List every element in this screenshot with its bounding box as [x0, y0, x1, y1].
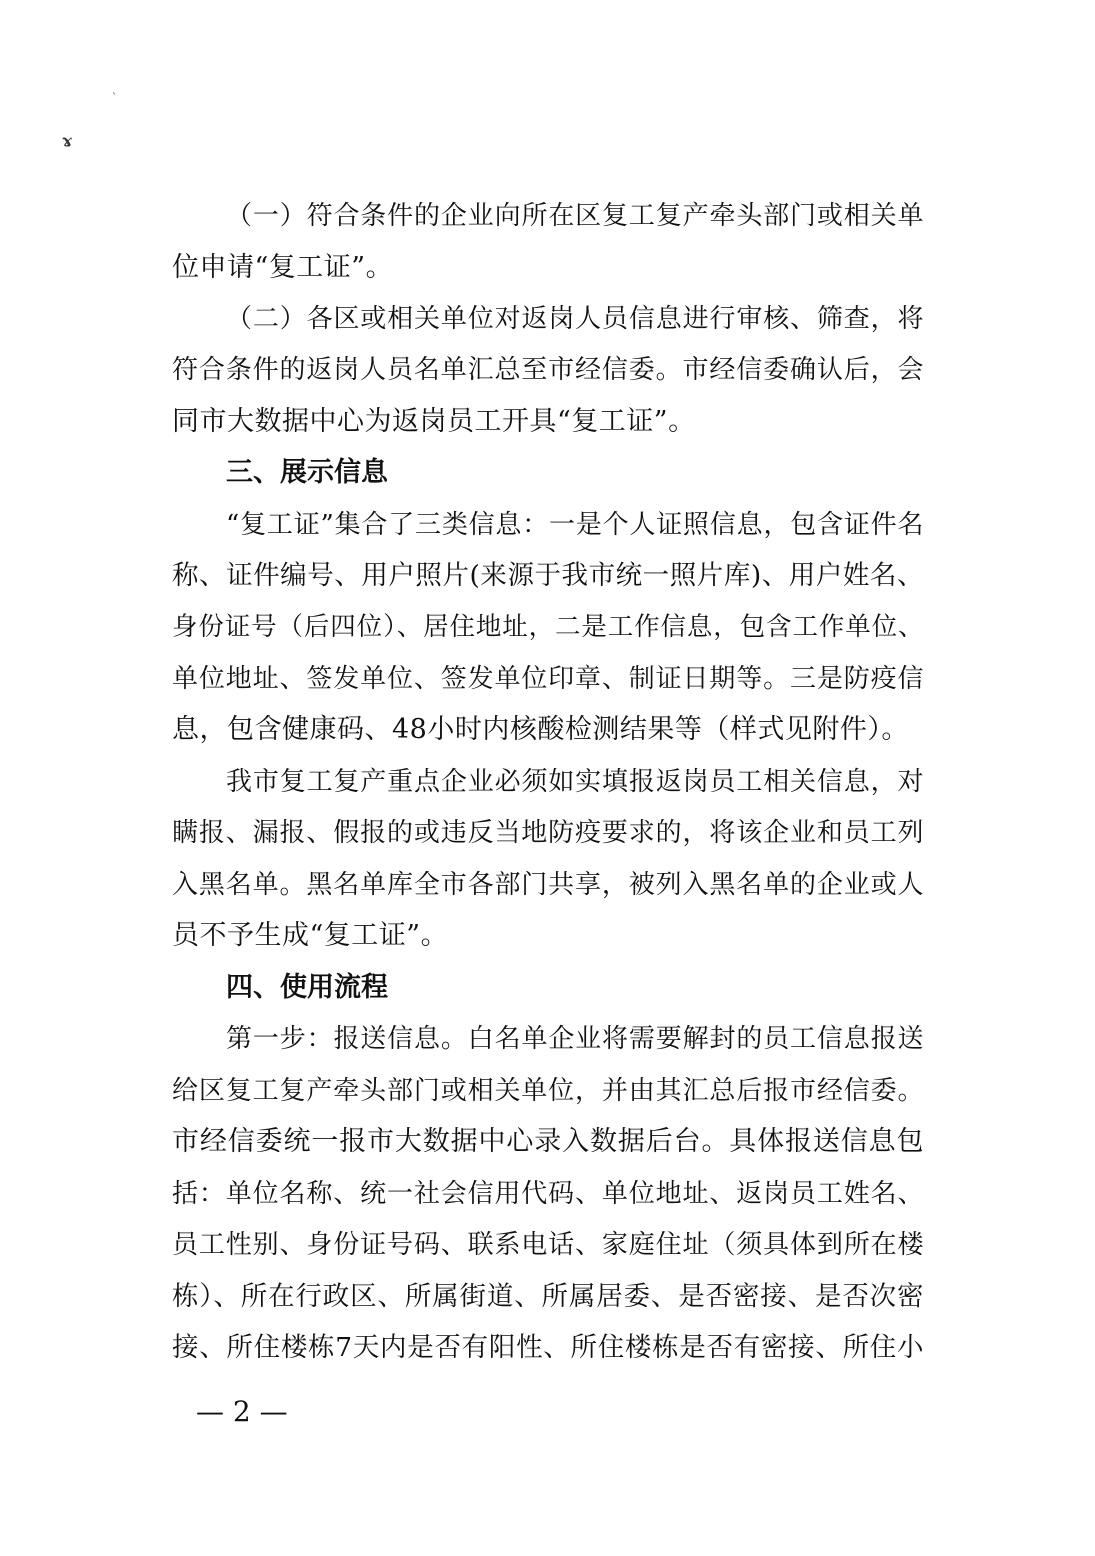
- paragraph-line: 我市复工复产重点企业必须如实填报返岗员工相关信息，对: [226, 767, 924, 797]
- paragraph-line: 瞒报、漏报、假报的或违反当地防疫要求的，将该企业和员工列: [172, 818, 924, 848]
- section-heading: 四、使用流程: [226, 972, 388, 1003]
- paragraph-line: （二）各区或相关单位对返岗人员信息进行审核、筛查，将: [226, 304, 924, 334]
- paragraph-line: 给区复工复产牵头部门或相关单位，并由其汇总后报市经信委。: [172, 1076, 924, 1106]
- paragraph-line: 身份证号（后四位）、居住地址，二是工作信息，包含工作单位、: [172, 612, 924, 642]
- scan-mark: ɤ: [62, 131, 73, 150]
- paragraph-line: 第一步：报送信息。白名单企业将需要解封的员工信息报送: [226, 1024, 924, 1054]
- paragraph-line: 栋）、所在行政区、所属街道、所属居委、是否密接、是否次密: [172, 1281, 924, 1312]
- paragraph-line: 员工性别、身份证号码、联系电话、家庭住址（须具体到所在楼: [172, 1230, 924, 1260]
- paragraph-line: 符合条件的返岗人员名单汇总至市经信委。市经信委确认后，会: [172, 355, 924, 385]
- page-number: — 2 —: [196, 1395, 288, 1428]
- paragraph-line: 单位地址、签发单位、签发单位印章、制证日期等。三是防疫信: [172, 664, 924, 694]
- paragraph-line: 称、证件编号、用户照片(来源于我市统一照片库)、用户姓名、: [172, 560, 924, 591]
- paragraph-line: 同市大数据中心为返岗员工开具“复工证”。: [172, 406, 696, 437]
- paragraph-line: “复工证”集合了三类信息：一是个人证照信息，包含证件名: [226, 510, 924, 540]
- paragraph-line: 息，包含健康码、48小时内核酸检测结果等（样式见附件）。: [172, 714, 909, 745]
- paragraph-line: 接、所住楼栋7天内是否有阳性、所住楼栋是否有密接、所住小: [172, 1332, 924, 1363]
- paragraph-line: 括：单位名称、统一社会信用代码、单位地址、返岗员工姓名、: [172, 1179, 924, 1209]
- paragraph-line: 位申请“复工证”。: [172, 252, 394, 283]
- paragraph-line: 员不予生成“复工证”。: [172, 920, 449, 951]
- scan-mark: ˋ: [112, 93, 117, 104]
- paragraph-line: （一）符合条件的企业向所在区复工复产牵头部门或相关单: [226, 201, 924, 231]
- paragraph-line: 入黑名单。黑名单库全市各部门共享，被列入黑名单的企业或人: [172, 870, 924, 900]
- section-heading: 三、展示信息: [226, 457, 388, 488]
- paragraph-line: 市经信委统一报市大数据中心录入数据后台。具体报送信息包: [172, 1126, 924, 1157]
